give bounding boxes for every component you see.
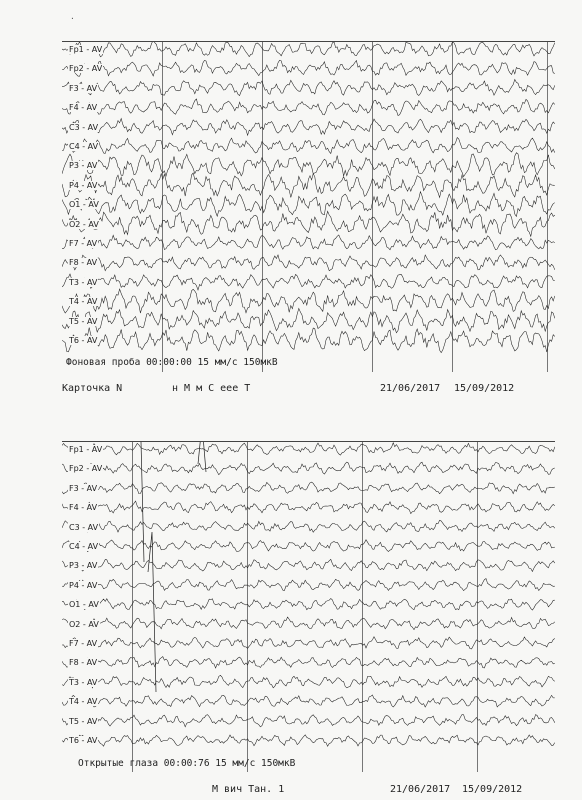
channel-label: F3 - AV bbox=[69, 83, 98, 93]
channel-label: P4 - AV bbox=[69, 580, 98, 590]
eeg-trace bbox=[62, 274, 555, 290]
channel-label: F3 - AV bbox=[69, 483, 98, 493]
paper-speck: · bbox=[70, 14, 75, 23]
recording-caption: Открытые глаза 00:00:76 15 мм/с 150мкВ bbox=[78, 758, 296, 769]
eeg-trace bbox=[62, 462, 555, 475]
channel-label: T3 - AV bbox=[69, 677, 98, 687]
eeg-trace bbox=[62, 657, 555, 668]
record-date: 21/06/2017 bbox=[380, 383, 441, 394]
channel-label: F4 - AV bbox=[69, 503, 98, 513]
birth-date: 15/09/2012 bbox=[454, 383, 515, 394]
channel-label: T6 - AV bbox=[69, 736, 98, 745]
channel-label: Fp2 - AV bbox=[69, 64, 103, 74]
eeg-trace bbox=[62, 540, 555, 552]
eeg-traces bbox=[62, 42, 555, 372]
eeg-trace bbox=[62, 328, 555, 353]
eeg-trace bbox=[62, 501, 555, 513]
channel-label: C3 - AV bbox=[69, 122, 99, 132]
channel-label: T5 - AV bbox=[69, 316, 98, 326]
eeg-trace bbox=[62, 79, 555, 95]
channel-label: F8 - AV bbox=[69, 258, 98, 268]
eeg-trace bbox=[62, 138, 555, 154]
eeg-trace bbox=[62, 617, 555, 630]
channel-label: P3 - AV bbox=[69, 561, 98, 571]
eeg-trace bbox=[62, 443, 555, 455]
channel-label: Fp2 - AV bbox=[69, 464, 103, 474]
channel-label: T4 - AV bbox=[69, 697, 98, 707]
channel-label: F7 - AV bbox=[69, 239, 98, 248]
eeg-trace bbox=[62, 579, 555, 591]
eeg-trace bbox=[62, 255, 555, 271]
artifact-spike bbox=[136, 442, 144, 562]
channel-label: C4 - AV bbox=[69, 142, 99, 151]
channel-label: T4 - AV bbox=[69, 297, 98, 307]
recording-caption: Фоновая проба 00:00:00 15 мм/с 150мкВ bbox=[66, 357, 278, 368]
eeg-trace bbox=[62, 99, 555, 116]
channel-label: O1 - AV bbox=[69, 200, 99, 210]
card-label: Карточка N bbox=[62, 383, 123, 394]
eeg-trace bbox=[62, 520, 555, 532]
channel-label: O1 - AV bbox=[69, 600, 99, 610]
channel-label: F7 - AV bbox=[69, 639, 98, 648]
record-date: 21/06/2017 bbox=[390, 784, 451, 795]
artifact-spike bbox=[148, 532, 156, 692]
eeg-trace bbox=[62, 173, 555, 198]
eeg-trace bbox=[62, 482, 555, 494]
channel-label: T6 - AV bbox=[69, 336, 98, 345]
patient-name: н М м С еее Т bbox=[172, 383, 251, 394]
eeg-trace bbox=[62, 153, 555, 177]
birth-date: 15/09/2012 bbox=[462, 784, 523, 795]
eeg-trace bbox=[62, 119, 555, 136]
channel-label: T3 - AV bbox=[69, 277, 98, 287]
eeg-trace bbox=[62, 559, 555, 571]
eeg-panel-background bbox=[62, 41, 555, 372]
eeg-trace bbox=[62, 192, 555, 217]
channel-label: F8 - AV bbox=[69, 658, 98, 668]
channel-label: T5 - AV bbox=[69, 716, 98, 726]
eeg-trace bbox=[62, 637, 555, 649]
channel-label: F4 - AV bbox=[69, 103, 98, 113]
channel-label: O2 - AV bbox=[69, 219, 99, 229]
eeg-trace bbox=[62, 308, 555, 332]
channel-label: P3 - AV bbox=[69, 161, 98, 171]
channel-label: Fp1 - AV bbox=[69, 45, 103, 54]
eeg-trace bbox=[62, 599, 555, 611]
artifact-spike bbox=[198, 442, 206, 472]
channel-label: Fp1 - AV bbox=[69, 445, 103, 454]
eeg-panel-eyes-open bbox=[62, 441, 555, 772]
channel-label: C3 - AV bbox=[69, 522, 99, 532]
eeg-trace bbox=[62, 675, 555, 688]
eeg-trace bbox=[62, 235, 555, 250]
eeg-trace bbox=[62, 289, 555, 313]
eeg-trace bbox=[62, 695, 555, 707]
eeg-trace bbox=[62, 60, 555, 76]
channel-label: O2 - AV bbox=[69, 619, 99, 629]
eeg-trace bbox=[62, 735, 555, 747]
eeg-trace bbox=[62, 715, 555, 727]
eeg-trace bbox=[62, 211, 555, 236]
patient-name: М вич Тан. 1 bbox=[212, 784, 285, 795]
channel-label: C4 - AV bbox=[69, 542, 99, 551]
eeg-traces bbox=[62, 442, 555, 772]
eeg-trace bbox=[62, 42, 555, 57]
channel-label: P4 - AV bbox=[69, 180, 98, 190]
